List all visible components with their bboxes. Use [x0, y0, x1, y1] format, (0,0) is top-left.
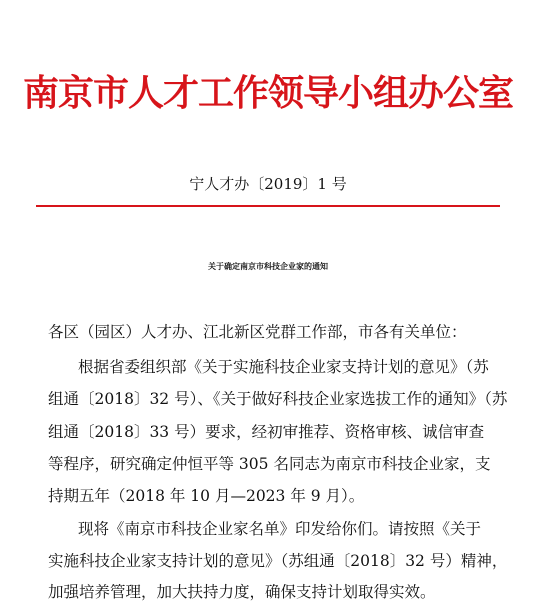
body-line: 实施科技企业家支持计划的意见》（苏组通〔2018〕32 号）精神， — [48, 552, 508, 570]
body-line: 等程序，研究确定仲恒平等 305 名同志为南京市科技企业家，支 — [48, 455, 491, 473]
red-divider-line — [36, 205, 500, 207]
body-line: 现将《南京市科技企业家名单》印发给你们。请按照《关于 — [78, 520, 482, 538]
notice-title: 关于确定南京市科技企业家的通知 — [208, 262, 328, 271]
office-masthead: 南京市人才工作领导小组办公室 — [22, 72, 513, 114]
body-line: 根据省委组织部《关于实施科技企业家支持计划的意见》（苏 — [78, 358, 489, 376]
body-line: 加强培养管理，加大扶持力度，确保支持计划取得实效。 — [48, 583, 436, 601]
body-line: 组通〔2018〕33 号）要求，经初审推荐、资格审核、诚信审查 — [48, 423, 485, 441]
salutation-line: 各区（园区）人才办、江北新区党群工作部，市各有关单位： — [48, 323, 467, 341]
body-line: 组通〔2018〕32 号）、《关于做好科技企业家选拔工作的通知》（苏 — [48, 390, 508, 408]
document-number: 宁人才办〔2019〕1 号 — [189, 175, 347, 193]
body-line: 持期五年（2018 年 10 月—2023 年 9 月）。 — [48, 487, 365, 505]
